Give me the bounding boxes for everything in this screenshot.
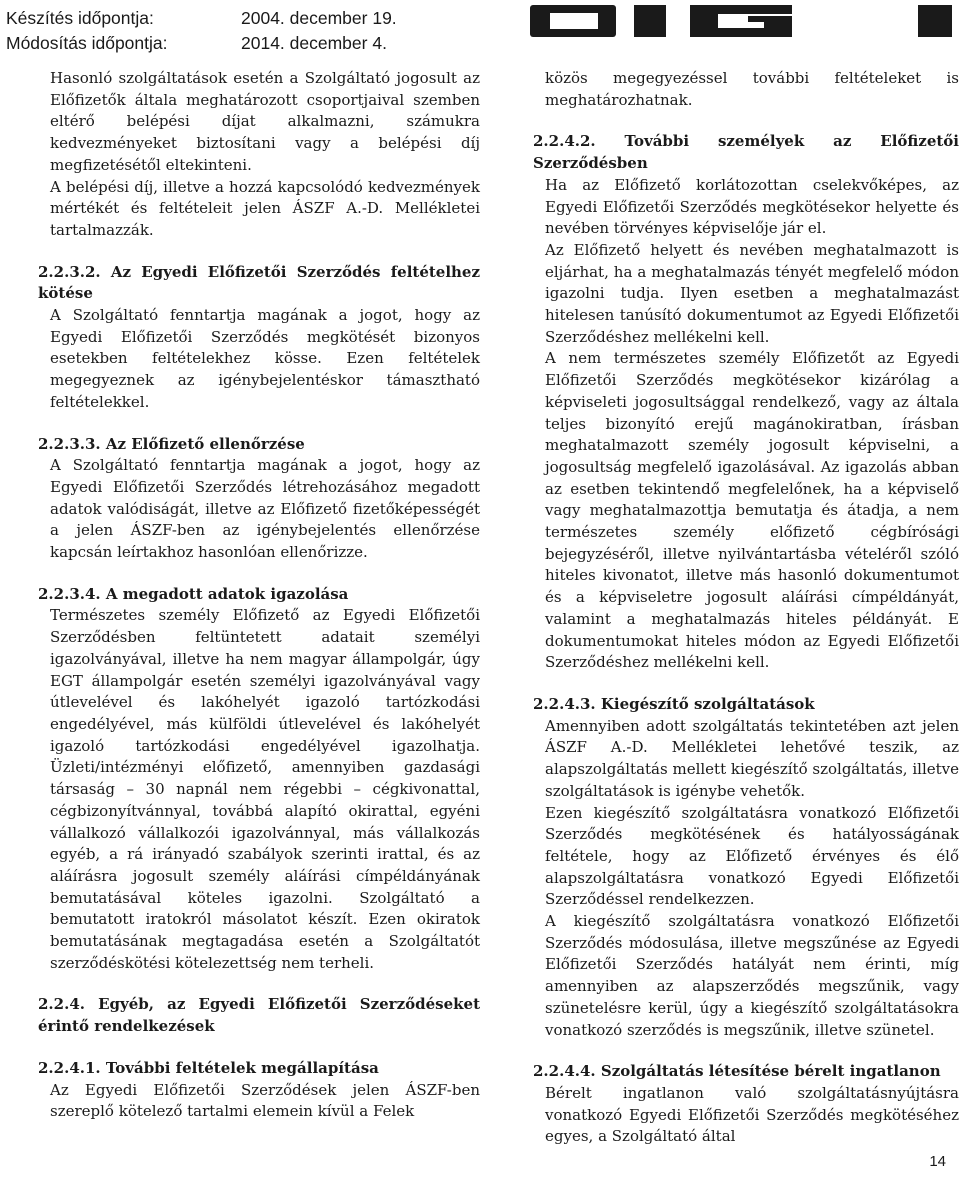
left-column	[38, 68, 480, 1123]
paragraph: Amennyiben adott szolgáltatás tekintetében azt jelen ÁSZF A.-D. Mellékletei lehetővé teszik, az alapszolgáltatás mellett kiegészítő szolgáltatás, illetve szolgáltatások is igénybe vehetők.	[545, 716, 959, 800]
paragraph: A Szolgáltató fenntartja magának a jogot, hogy az Egyedi Előfizetői Szerződés létrehozásához megadott adatok valódiságát, illetve az Előfizető fizetőképességét a jelen ÁSZF-ben az igénybejelentés ellenőrzése kapcsán leírtakhoz hasonlóan ellenőrizze.	[50, 456, 480, 562]
modified-label: Módosítás időpontja:	[6, 33, 168, 53]
digi-logo	[530, 4, 954, 38]
paragraph: A Szolgáltató fenntartja magának a jogot, hogy az Egyedi Előfizetői Szerződés megkötését bizonyos esetekben feltételekhez kösse. Ezen feltételek megegyeznek az igénybejelentéskor támasztható feltételekkel.	[50, 306, 480, 411]
section-heading-2233: 2.2.3.3. Az Előfizető ellenőrzése	[38, 434, 305, 453]
created-value: 2004. december 19.	[241, 8, 397, 28]
section-heading-2232: 2.2.3.2. Az Egyedi Előfizetői Szerződés feltételhez kötése	[38, 262, 480, 303]
logo-letter-g	[690, 5, 792, 37]
section-heading-2234: 2.2.3.4. A megadott adatok igazolása	[38, 584, 349, 603]
logo-letter-i2	[918, 5, 952, 37]
paragraph: közös megegyezéssel további feltételeket is meghatározhatnak.	[545, 69, 959, 109]
paragraph: A kiegészítő szolgáltatásra vonatkozó Előfizetői Szerződés módosulása, illetve megszűnése az Egyedi Előfizetői Szerződés hatályát nem érinti, míg amennyiben az alapszerződés megszűnik, vagy szünetelésre kerül, úgy a kiegészítő szolgáltatásokra vonatkozó szerződés is megszűnik, illetve szünetel.	[545, 912, 959, 1039]
logo-letter-i1	[634, 5, 666, 37]
section-heading-2243: 2.2.4.3. Kiegészítő szolgáltatások	[533, 694, 815, 713]
paragraph: Természetes személy Előfizető az Egyedi Előfizetői Szerződésben feltüntetett adatait személyi igazolványával, illetve ha nem magyar állampolgár, úgy EGT állampolgár esetén személyi igazolványával vagy útlevelével és lakóhelyét igazoló tartózkodási engedélyével, más külföldi útlevelével és lakóhelyét igazoló tartózkodási engedélyével igazolhatja. Üzleti/intézményi előfizető, amennyiben gazdasági társaság – 30 napnál nem régebbi – cégkivonattal, cégbizonyítvánnyal, továbbá alapító okirattal, egyéni vállalkozó vállalkozói igazolvánnyal, más vállalkozás egyéb, a rá irányadó szabályok szerinti irattal, és az aláírásra jogosult személy aláírási címpéldányának bemutatásával köteles igazolni. Szolgáltató a bemutatott iratokról másolatot készít. Ezen okiratok bemutatásának megtagadása esetén a Szolgáltatót szerződéskötési kötelezettség nem terheli.	[50, 606, 480, 972]
paragraph: A nem természetes személy Előfizetőt az Egyedi Előfizetői Szerződés megkötésekor kizárólag a képviseleti jogosultsággal rendelkező, vagy az általa teljes bizonyító erejű magánokiratban, írásban meghatalmazott személy jogosult képviselni, a jogosultság megfelelő igazolásával. Az igazolás abban az esetben tekintendő megfelelőnek, ha a képviselő vagy meghatalmazottja bemutatja és átadja, a nem természetes személy előfizető cégbírósági bejegyzéséről, illetve nyilvántartásba vételéről szóló hiteles kivonatot, illetve más hasonló dokumentumot és a képviseletre jogosult aláírási címpéldányát, valamint a meghatalmazás hiteles példányát. E dokumentumokat hiteles módon az Egyedi Előfizetői Szerződéshez mellékelni kell.	[545, 349, 959, 672]
page-number: 14	[929, 1153, 946, 1170]
paragraph: A belépési díj, illetve a hozzá kapcsolódó kedvezmények mértékét és feltételeit jelen ÁSZF A.-D. Mellékletei tartalmazzák.	[50, 177, 480, 239]
paragraph: Az Előfizető helyett és nevében meghatalmazott is eljárhat, ha a meghatalmazás tényét megfelelő módon igazolni tudja. Ilyen esetben a meghatalmazást hitelesen tanúsító dokumentumot az Egyedi Előfizetői Szerződéshez mellékelni kell.	[545, 240, 959, 346]
paragraph: Ezen kiegészítő szolgáltatásra vonatkozó Előfizetői Szerződés megkötésének és hatályosságának feltétele, hogy az Előfizető érvényes és élő alapszolgáltatásra vonatkozó Egyedi Előfizetői Szerződéssel rendelkezzen.	[545, 803, 959, 909]
section-heading-2244: 2.2.4.4. Szolgáltatás létesítése bérelt ingatlanon	[533, 1062, 941, 1081]
document-metadata	[6, 6, 397, 56]
section-heading-2242: 2.2.4.2. További személyek az Előfizetői Szerződésben	[533, 132, 959, 173]
created-row	[6, 6, 397, 31]
paragraph: Ha az Előfizető korlátozottan cselekvőképes, az Egyedi Előfizetői Szerződés megkötésekor helyette és nevében törvényes képviselője jár el.	[545, 175, 959, 238]
paragraph: Az Egyedi Előfizetői Szerződések jelen ÁSZF-ben szereplő kötelező tartalmi elemein kívül a Felek	[50, 1080, 480, 1121]
right-column	[533, 68, 959, 1148]
paragraph: Hasonló szolgáltatások esetén a Szolgáltató jogosult az Előfizetők általa meghatározott csoportjaival szemben eltérő belépési díjat alkalmazni, számukra kedvezményeket biztosítani vagy a belépési díj megfizetésétől eltekinteni.	[50, 69, 480, 174]
section-heading-2241: 2.2.4.1. További feltételek megállapítása	[38, 1058, 379, 1077]
created-label: Készítés időpontja:	[6, 8, 154, 28]
paragraph: Bérelt ingatlanon való szolgáltatásnyújtásra vonatkozó Egyedi Előfizetői Szerződés megkötéséhez egyes, a Szolgáltató által	[545, 1083, 959, 1146]
modified-value: 2014. december 4.	[241, 33, 387, 53]
section-heading-224: 2.2.4. Egyéb, az Egyedi Előfizetői Szerződéseket érintő rendelkezések	[38, 995, 480, 1036]
modified-row	[6, 31, 397, 56]
